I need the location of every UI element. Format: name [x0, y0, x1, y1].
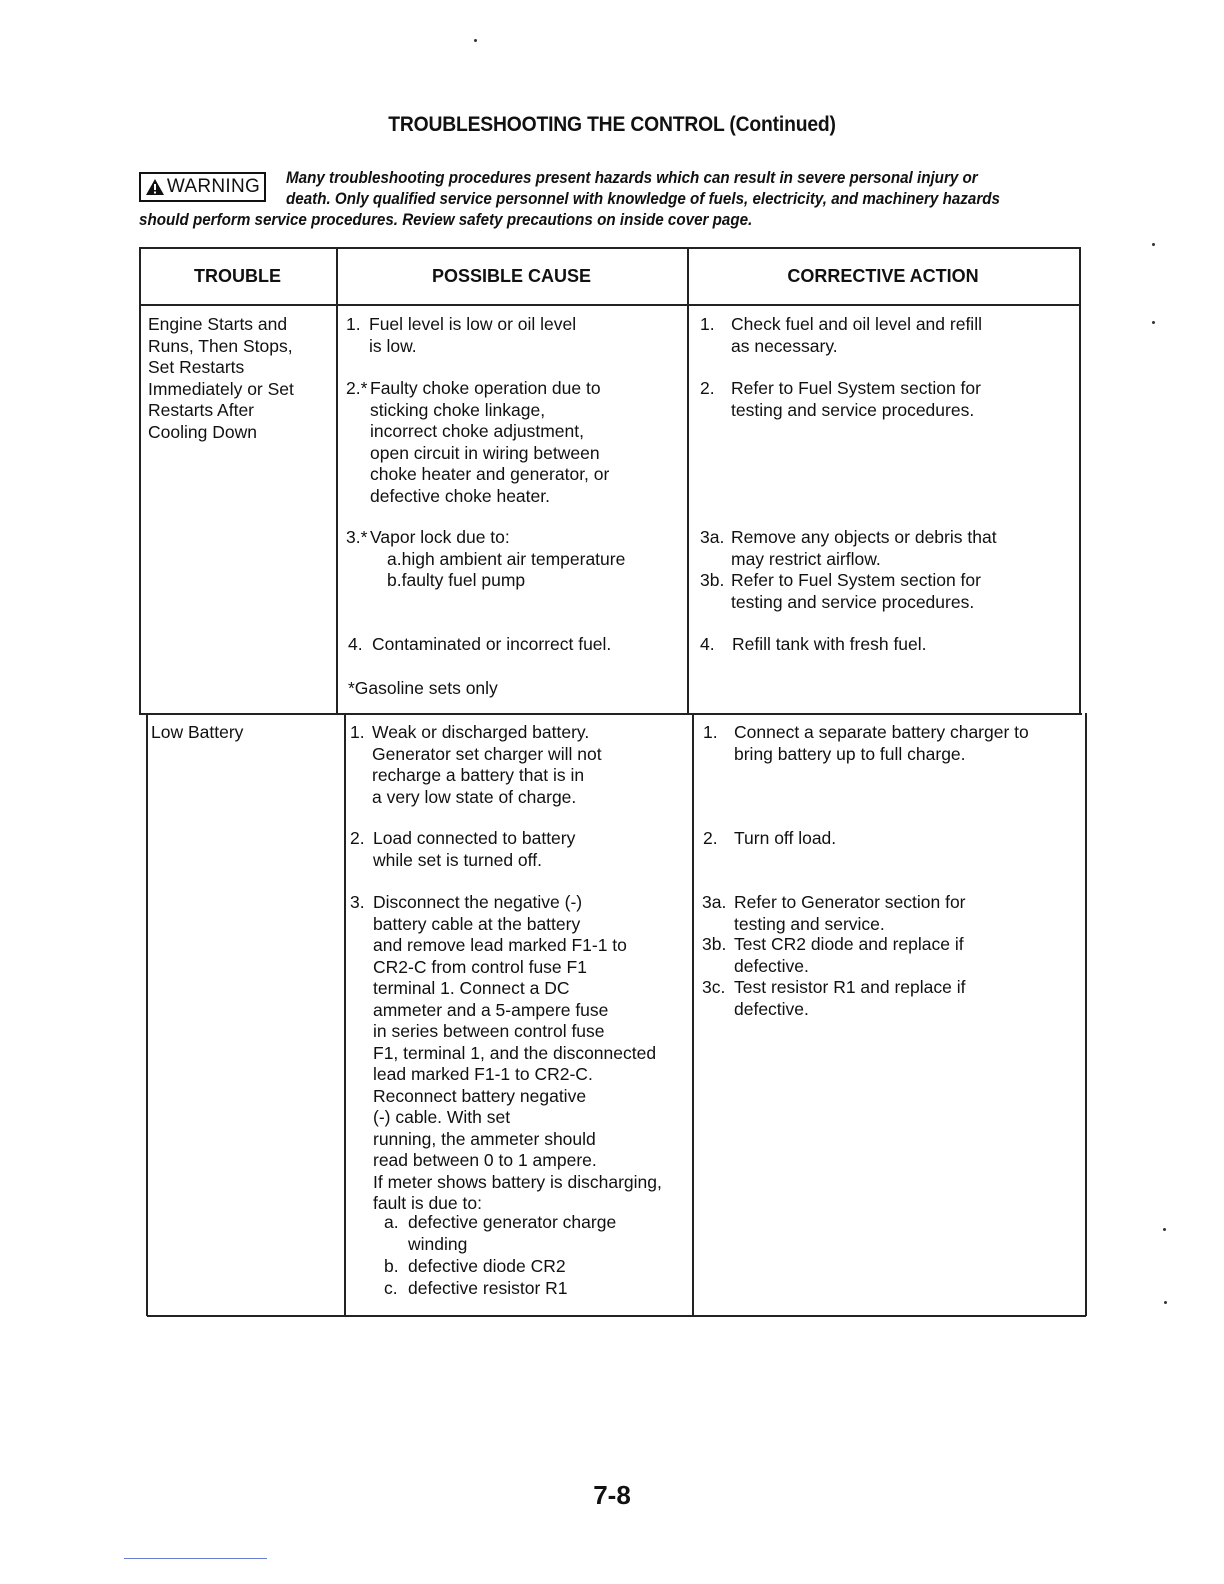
page-number: 7-8	[593, 1480, 631, 1510]
item-text	[734, 722, 1029, 765]
item-line: may restrict airflow.	[731, 548, 881, 569]
item-text	[408, 1278, 568, 1300]
item-number: b.	[384, 1256, 399, 1276]
warning-text-line-2: death. Only qualified service personnel with knowledge of fuels, electricity, and machinery hazards	[286, 190, 1000, 208]
table-column-divider	[687, 247, 689, 714]
item-text	[370, 378, 609, 507]
item-text	[372, 634, 611, 656]
item-line: open circuit in wiring between	[370, 442, 600, 463]
trouble-line: Cooling Down	[148, 421, 257, 442]
item-line: fault is due to:	[373, 1193, 482, 1213]
item-line: Check fuel and oil level and refill	[731, 314, 982, 334]
item-number: 1.	[703, 722, 718, 742]
item-text	[734, 828, 836, 850]
item-line: defective.	[734, 955, 809, 976]
item-text	[370, 527, 625, 592]
item-line: as necessary.	[731, 335, 838, 356]
item-number: 2.*	[346, 378, 368, 398]
item-line: in series between control fuse	[373, 1021, 605, 1041]
item-line: (-) cable. With set	[373, 1107, 511, 1127]
item-line: Disconnect the negative (-)	[373, 892, 583, 912]
item-number: 3b.	[700, 570, 725, 590]
item-text	[372, 722, 602, 808]
item-line: Refer to Generator section for	[734, 892, 966, 912]
item-number: 3b.	[702, 934, 727, 954]
trouble-line: Low Battery	[151, 722, 244, 742]
item-line: lead marked F1-1 to CR2-C.	[373, 1064, 593, 1084]
item-text	[734, 934, 964, 977]
row1-trouble	[148, 314, 294, 443]
item-line: read between 0 to 1 ampere.	[373, 1150, 597, 1170]
item-line: F1, terminal 1, and the disconnected	[373, 1042, 657, 1063]
item-line: Remove any objects or debris that	[731, 527, 997, 547]
table-left-border	[139, 247, 141, 714]
table-bottom-border	[147, 1315, 1086, 1317]
item-line: defective choke heater.	[370, 485, 550, 506]
item-line: and remove lead marked F1-1 to	[373, 935, 627, 955]
table-column-divider	[336, 247, 338, 714]
item-line: a very low state of charge.	[372, 786, 577, 807]
item-line: Refill tank with fresh fuel.	[732, 634, 927, 654]
item-line: *Gasoline sets only	[348, 678, 498, 698]
footer-rule	[124, 1558, 267, 1559]
item-number: 1.	[346, 314, 361, 334]
trouble-line: Set Restarts	[148, 357, 245, 377]
scan-speck	[1163, 1228, 1166, 1231]
trouble-line: Engine Starts and	[148, 314, 288, 334]
item-line: ammeter and a 5-ampere fuse	[373, 999, 609, 1020]
item-line: a.high ambient air temperature	[387, 548, 626, 569]
item-line: running, the ammeter should	[373, 1128, 596, 1149]
header-possible-cause: POSSIBLE CAUSE	[431, 266, 592, 286]
row2-trouble	[151, 722, 243, 744]
table-row-divider	[139, 713, 1082, 715]
item-text	[731, 314, 982, 357]
table-column-divider	[692, 713, 694, 1316]
item-line: recharge a battery that is in	[372, 765, 585, 785]
item-line: while set is turned off.	[373, 849, 542, 870]
item-line: Weak or discharged battery.	[372, 722, 590, 742]
item-line: bring battery up to full charge.	[734, 743, 966, 764]
item-number: c.	[384, 1278, 398, 1298]
item-line: Refer to Fuel System section for	[731, 570, 981, 590]
item-line: choke heater and generator, or	[370, 464, 610, 484]
item-number: 2.	[700, 378, 715, 398]
item-text	[731, 570, 981, 613]
item-line: Fuel level is low or oil level	[369, 314, 577, 334]
item-line: Contaminated or incorrect fuel.	[372, 634, 612, 654]
item-number: 3c.	[702, 977, 726, 997]
warning-text-line-1: Many troubleshooting procedures present hazards which can result in severe personal injury or	[286, 169, 978, 187]
item-text	[734, 892, 966, 935]
item-line: b.faulty fuel pump	[387, 570, 526, 590]
item-line: battery cable at the battery	[373, 913, 581, 934]
item-line: defective.	[734, 998, 809, 1019]
item-line: If meter shows battery is discharging,	[373, 1171, 662, 1192]
item-text	[734, 977, 966, 1020]
item-line: Test resistor R1 and replace if	[734, 977, 966, 997]
page-title: TROUBLESHOOTING THE CONTROL (Continued)	[388, 113, 836, 136]
item-number: 3a.	[702, 892, 727, 912]
trouble-line: Restarts After	[148, 400, 255, 420]
item-number: 2.	[350, 828, 365, 848]
item-line: Turn off load.	[734, 828, 837, 848]
item-number: 4.	[700, 634, 715, 654]
item-number: 2.	[703, 828, 718, 848]
table-top-border	[139, 247, 1080, 249]
item-line: CR2-C from control fuse F1	[373, 956, 587, 977]
warning-triangle-icon	[145, 177, 165, 197]
scan-speck	[1152, 321, 1155, 324]
item-line: testing and service.	[734, 913, 885, 934]
item-line: terminal 1. Connect a DC	[373, 978, 570, 998]
item-line: Faulty choke operation due to	[370, 378, 601, 398]
table-column-divider	[344, 713, 346, 1316]
item-number: 3a.	[700, 527, 725, 547]
table-header-divider	[139, 304, 1080, 306]
item-text	[731, 527, 997, 570]
table-left-border	[146, 713, 148, 1316]
item-line: sticking choke linkage,	[370, 399, 546, 420]
item-line: defective generator charge	[408, 1212, 617, 1232]
item-number: 3.*	[346, 527, 368, 547]
scan-speck	[1152, 243, 1155, 246]
item-text	[373, 892, 662, 1215]
warning-text-line-3: should perform service procedures. Review safety precautions on inside cover page.	[139, 211, 753, 229]
item-line: defective resistor R1	[408, 1278, 568, 1298]
scan-speck	[1164, 1301, 1167, 1304]
item-number: 4.	[348, 634, 363, 654]
item-text	[373, 828, 575, 871]
item-line: testing and service procedures.	[731, 591, 975, 612]
table-right-border	[1079, 247, 1081, 714]
scan-speck	[474, 39, 477, 42]
item-text	[408, 1256, 566, 1278]
item-line: Vapor lock due to:	[370, 527, 510, 547]
item-line: defective diode CR2	[408, 1256, 566, 1276]
header-corrective-action: CORRECTIVE ACTION	[787, 266, 979, 286]
item-line: Reconnect battery negative	[373, 1085, 587, 1106]
item-number: 1.	[700, 314, 715, 334]
item-line: Generator set charger will not	[372, 743, 602, 764]
header-trouble: TROUBLE	[194, 266, 281, 286]
item-line: is low.	[369, 335, 417, 356]
item-line: Load connected to battery	[373, 828, 576, 848]
item-number: 3.	[350, 892, 365, 912]
item-number: a.	[384, 1212, 399, 1232]
trouble-line: Runs, Then Stops,	[148, 335, 293, 356]
item-text	[731, 378, 981, 421]
warning-badge-label: WARNING	[166, 176, 261, 197]
table-right-border	[1085, 713, 1087, 1316]
item-text	[408, 1212, 616, 1255]
item-line: Test CR2 diode and replace if	[734, 934, 964, 954]
item-text	[369, 314, 576, 357]
item-line: winding	[408, 1233, 468, 1254]
item-line: incorrect choke adjustment,	[370, 421, 584, 441]
item-line: testing and service procedures.	[731, 399, 975, 420]
trouble-line: Immediately or Set	[148, 378, 294, 399]
item-text	[348, 678, 498, 700]
item-text	[732, 634, 927, 656]
item-line: Refer to Fuel System section for	[731, 378, 981, 398]
item-line: Connect a separate battery charger to	[734, 722, 1029, 742]
item-number: 1.	[350, 722, 365, 742]
warning-badge	[139, 172, 266, 202]
